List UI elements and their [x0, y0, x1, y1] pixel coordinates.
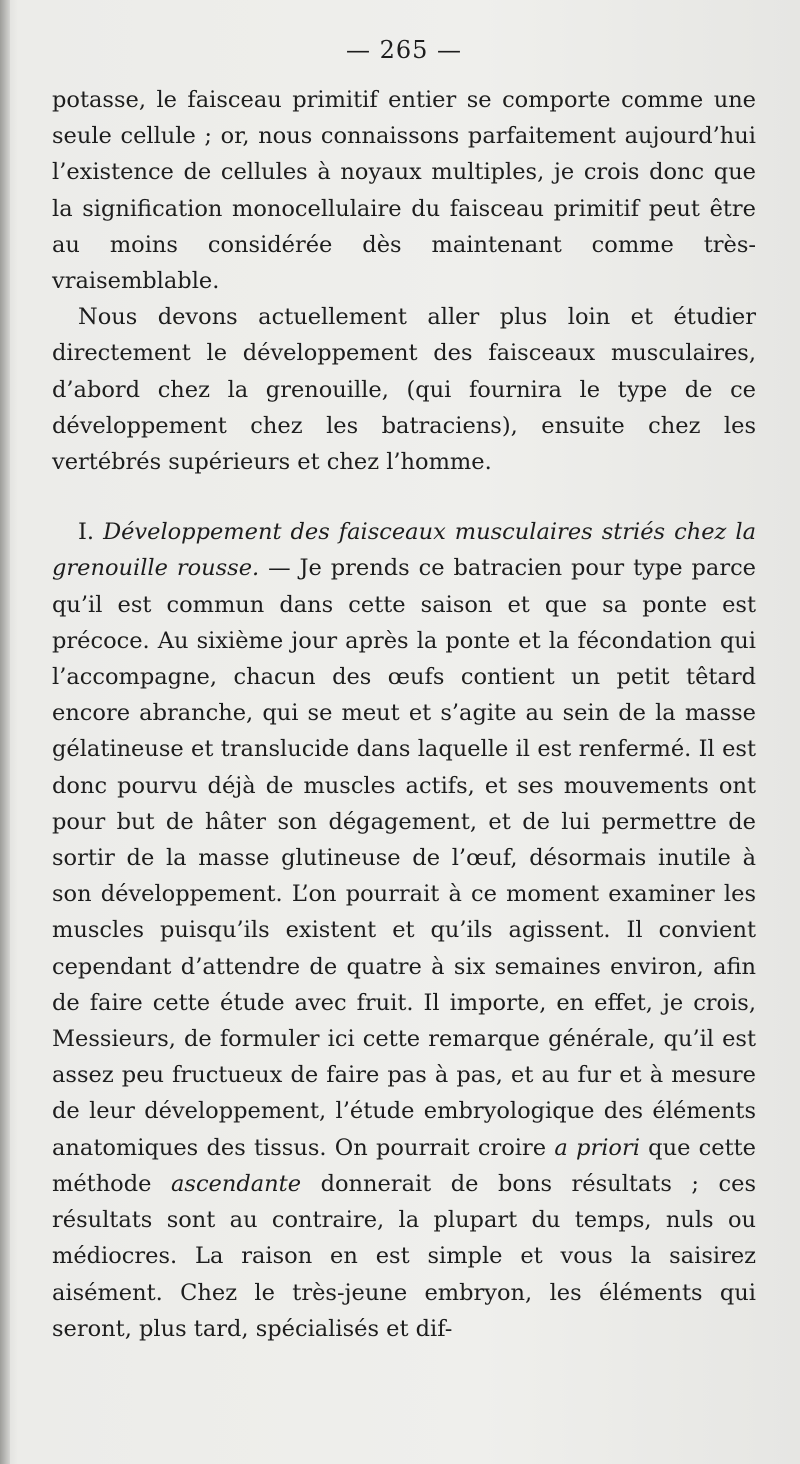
section-text-start: — Je prends ce batracien pour type parce qu’il est commun dans cette saison et que sa ponte est précoce. Au sixième jour après la ponte et la fécondation qui l’accompagne, chacun des œufs contient un petit têtard encore abranche, qui se meut et s’agite au sein de la masse gélatineuse et translucide dans laquelle il est renfermé. Il est donc pourvu déjà de muscles actifs, et ses mouvements ont pour but de hâter son dégagement, et de lui permettre de sortir de la masse glutineuse de l’œuf, désormais inutile à son développement. L’on pourrait à ce moment examiner les muscles puisqu’ils existent et qu’ils agissent. Il convient cependant d’attendre de quatre à six semaines environ, afin de faire cette étude avec fruit. Il importe, en effet, je crois, Messieurs, de formuler ici cette remarque générale, qu’il est assez peu fructueux de faire pas à pas, et au fur et à mesure de leur développement, l’étude embryologique des éléments anatomiques des tissus. On pourrait croire	[52, 555, 756, 1161]
section-heading: Développement des faisceaux musculaires striés chez la grenouille rousse.	[52, 519, 756, 582]
section-text-mid: que cette méthode	[52, 1134, 756, 1197]
italic-a-priori: a priori	[554, 1134, 640, 1161]
page-number: — 265 —	[345, 36, 463, 64]
section-text-end: donnerait de bons résultats ; ces résultats sont au contraire, la plupart du temps, nuls ou médiocres. La raison en est simple et vous la saisirez aisément. Chez le très-jeune embryon, les éléments qui seront, plus tard, spécialisés et dif-	[52, 1170, 756, 1342]
paragraph-1: potasse, le faisceau primitif entier se comporte comme une seule cellule ; or, nous connaissons parfaitement aujourd’hui l’existence de cellules à noyaux multiples, je crois donc que la signification monocellulaire du faisceau primitif peut être au moins considérée dès maintenant comme très-vraisemblable.	[52, 87, 756, 295]
paragraph-section-1	[52, 514, 756, 1347]
italic-ascendante: ascendante	[170, 1170, 302, 1197]
section-number: I.	[78, 519, 95, 546]
paragraph-2: Nous devons actuellement aller plus loin et étudier directement le développement des faisceaux musculaires, d’abord chez la grenouille, (qui fournira le type de ce développement chez les batraciens), ensuite chez les vertébrés supérieurs et chez l’homme.	[52, 304, 756, 476]
page-edge-shadow	[0, 0, 10, 1464]
